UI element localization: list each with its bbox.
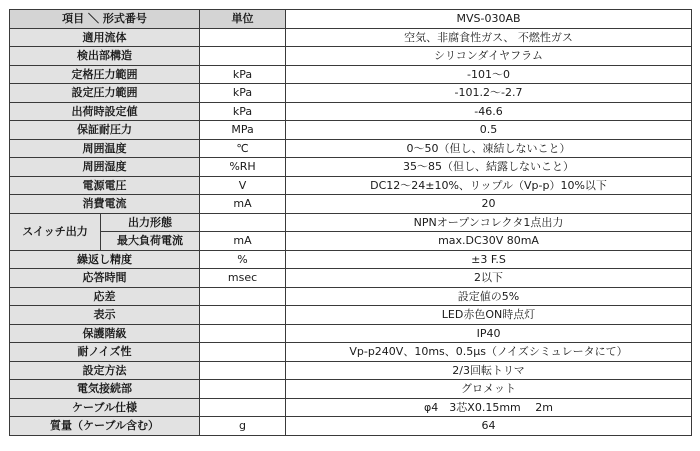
- row-item: 出荷時設定値: [10, 102, 200, 121]
- row-unit: kPa: [200, 65, 286, 84]
- row-value: 64: [286, 417, 692, 436]
- row-item: 応答時間: [10, 269, 200, 288]
- row-item: 定格圧力範囲: [10, 65, 200, 84]
- row-value: 0.5: [286, 121, 692, 140]
- row-value: 0～50（但し、凍結しないこと）: [286, 139, 692, 158]
- table-row: [10, 84, 692, 103]
- row-unit: [200, 306, 286, 325]
- table-row: [10, 380, 692, 399]
- table-row: [10, 176, 692, 195]
- table-row: [10, 65, 692, 84]
- row-item: 電気接続部: [10, 380, 200, 399]
- row-item: 消費電流: [10, 195, 200, 214]
- row-item: 出力形態: [101, 213, 200, 232]
- row-value: 空気、非腐食性ガス、 不燃性ガス: [286, 28, 692, 47]
- table-row: [10, 195, 692, 214]
- table-row: [10, 47, 692, 66]
- row-value: 20: [286, 195, 692, 214]
- row-unit: kPa: [200, 84, 286, 103]
- row-item: 電源電圧: [10, 176, 200, 195]
- row-item: 繰返し精度: [10, 250, 200, 269]
- row-item: 保証耐圧力: [10, 121, 200, 140]
- table-row: [10, 361, 692, 380]
- table-row: [10, 232, 692, 251]
- row-unit: [200, 398, 286, 417]
- row-item: ケーブル仕様: [10, 398, 200, 417]
- row-value: DC12～24±10%、リップル（Vp-p）10%以下: [286, 176, 692, 195]
- row-value: NPNオープンコレクタ1点出力: [286, 213, 692, 232]
- row-unit: %RH: [200, 158, 286, 177]
- table-row: [10, 158, 692, 177]
- table-row: [10, 28, 692, 47]
- row-unit: [200, 324, 286, 343]
- row-value: グロメット: [286, 380, 692, 399]
- row-unit: [200, 213, 286, 232]
- row-value: IP40: [286, 324, 692, 343]
- row-unit: %: [200, 250, 286, 269]
- row-item: 質量（ケーブル含む）: [10, 417, 200, 436]
- table-row: [10, 139, 692, 158]
- row-unit: mA: [200, 232, 286, 251]
- row-unit: [200, 287, 286, 306]
- row-value: 2以下: [286, 269, 692, 288]
- header-item: 項目 ＼ 形式番号: [10, 10, 200, 29]
- table-row: [10, 250, 692, 269]
- row-value: ±3 F.S: [286, 250, 692, 269]
- row-unit: [200, 361, 286, 380]
- spec-table-container: [9, 9, 692, 436]
- row-unit: ℃: [200, 139, 286, 158]
- table-row: [10, 398, 692, 417]
- row-unit: V: [200, 176, 286, 195]
- table-row: [10, 306, 692, 325]
- row-item: 保護階級: [10, 324, 200, 343]
- row-value: 35～85（但し、結露しないこと）: [286, 158, 692, 177]
- table-header-row: [10, 10, 692, 29]
- row-value: 設定値の5%: [286, 287, 692, 306]
- table-row: [10, 324, 692, 343]
- table-row: [10, 102, 692, 121]
- row-value: -101.2～-2.7: [286, 84, 692, 103]
- row-unit: [200, 380, 286, 399]
- switch-output-group-label: スイッチ出力: [10, 213, 101, 250]
- row-value: -46.6: [286, 102, 692, 121]
- row-unit: kPa: [200, 102, 286, 121]
- row-value: φ4 3芯X0.15mm 2m: [286, 398, 692, 417]
- row-item: 耐ノイズ性: [10, 343, 200, 362]
- row-value: -101～0: [286, 65, 692, 84]
- row-unit: msec: [200, 269, 286, 288]
- spec-table: [9, 9, 692, 436]
- table-row: [10, 343, 692, 362]
- table-row: [10, 121, 692, 140]
- row-item: 周囲温度: [10, 139, 200, 158]
- row-item: 設定方法: [10, 361, 200, 380]
- table-row: [10, 269, 692, 288]
- table-row: [10, 287, 692, 306]
- row-unit: g: [200, 417, 286, 436]
- table-row: [10, 213, 692, 232]
- row-unit: [200, 343, 286, 362]
- row-item: 最大負荷電流: [101, 232, 200, 251]
- header-unit: 単位: [200, 10, 286, 29]
- row-value: シリコンダイヤフラム: [286, 47, 692, 66]
- row-item: 周囲湿度: [10, 158, 200, 177]
- row-item: 表示: [10, 306, 200, 325]
- row-item: 検出部構造: [10, 47, 200, 66]
- row-unit: [200, 28, 286, 47]
- row-item: 応差: [10, 287, 200, 306]
- header-model: MVS-030AB: [286, 10, 692, 29]
- row-value: Vp-p240V、10ms、0.5μs（ノイズシミュレータにて）: [286, 343, 692, 362]
- row-unit: [200, 47, 286, 66]
- row-unit: MPa: [200, 121, 286, 140]
- row-value: max.DC30V 80mA: [286, 232, 692, 251]
- table-row: [10, 417, 692, 436]
- row-unit: mA: [200, 195, 286, 214]
- row-item: 適用流体: [10, 28, 200, 47]
- row-value: 2/3回転トリマ: [286, 361, 692, 380]
- row-value: LED赤色ON時点灯: [286, 306, 692, 325]
- row-item: 設定圧力範囲: [10, 84, 200, 103]
